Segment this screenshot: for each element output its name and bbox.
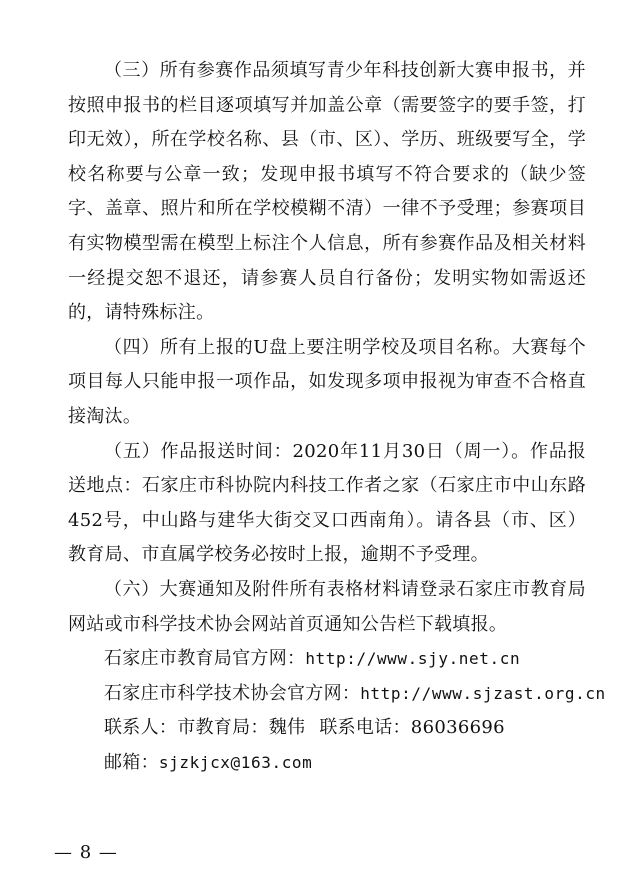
paragraph-3-submission-rules: （三）所有参赛作品须填写青少年科技创新大赛申报书，并按照申报书的栏目逐项填写并加盖公章（需要签字的要手签，打印无效），所在学校名称、县（市、区）、学历、班级要写全，学校名称要与公章一致；发现申报书填写不符合要求的（缺少签字、盖章、照片和所在学校模糊不清）一律不予受理；参赛项目有实物模型需在模型上标注个人信息，所有参赛作品及相关材料一经提交恕不退还，请参赛人员自行备份；发明实物如需返还的，请特殊标注。	[68, 60, 586, 324]
body-text	[68, 54, 606, 780]
page-number: — 8 —	[54, 842, 118, 863]
sast-website	[68, 677, 606, 712]
paragraph-6-download-info: （六）大赛通知及附件所有表格材料请登录石家庄市教育局网站或市科学技术协会网站首页通知公告栏下载填报。	[68, 578, 586, 635]
sast-site-label: 石家庄市科学技术协会官方网：	[104, 682, 361, 704]
edu-site-link[interactable]: http://www.sjy.net.cn	[305, 649, 521, 669]
edu-bureau-website	[68, 642, 586, 677]
contact-person: 联系人：市教育局：魏伟	[104, 717, 306, 739]
contact-phone: 联系电话：86036696	[319, 717, 505, 739]
sast-site-link[interactable]: http://www.sjzast.org.cn	[360, 683, 606, 703]
paragraph-5-submission-time: （五）作品报送时间：2020年11月30日（周一）。作品报送地点：石家庄市科协院内科技工作者之家（石家庄市中山东路452号，中山路与建华大街交叉口西南角）。请各县（市、区）教育局、市直属学校务必按时上报，逾期不予受理。	[68, 440, 586, 566]
contact-info	[68, 711, 586, 746]
edu-site-label: 石家庄市教育局官方网：	[104, 648, 306, 670]
email-address[interactable]: sjzkjcx@163.com	[158, 752, 313, 772]
email-info	[68, 746, 586, 781]
paragraph-4-usb-rules: （四）所有上报的U盘上要注明学校及项目名称。大赛每个项目每人只能申报一项作品，如发现多项申报视为审查不合格直接淘汰。	[68, 336, 586, 427]
email-label: 邮箱：	[104, 751, 159, 773]
